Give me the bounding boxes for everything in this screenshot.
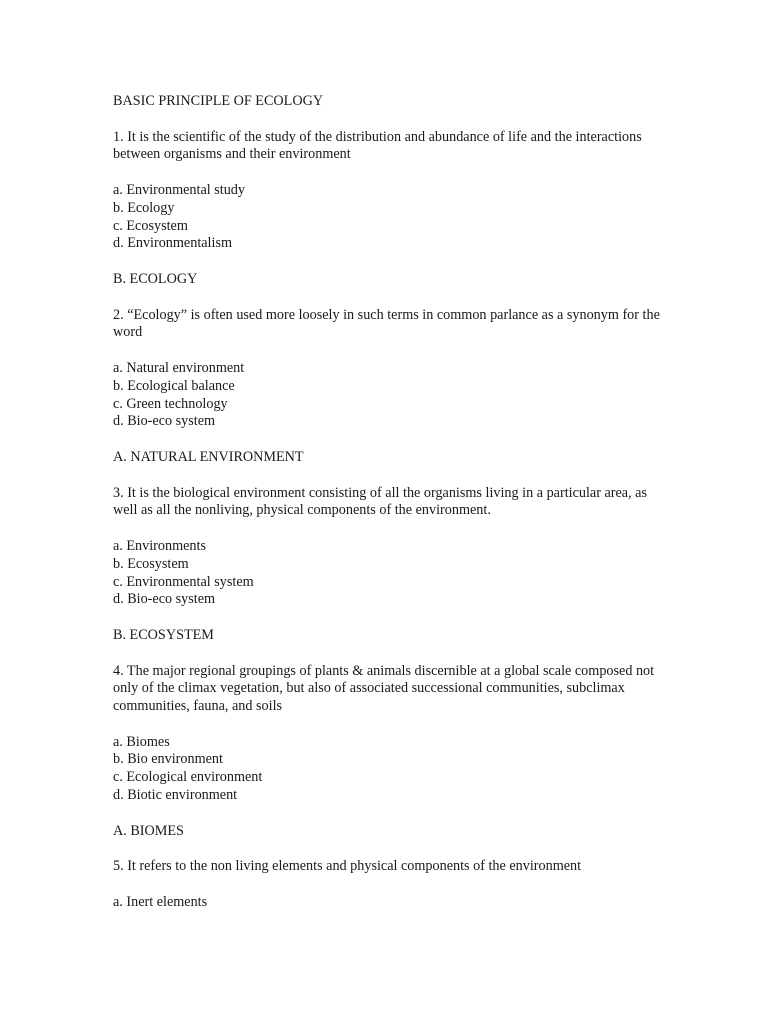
option-list [113, 360, 673, 431]
option-b: b. Bio environment [113, 751, 223, 768]
option-a: a. Inert elements [113, 893, 208, 910]
option-list [113, 734, 673, 805]
question-block-3 [113, 485, 673, 645]
answer-text: A. BIOMES [113, 822, 184, 839]
option-d: d. Bio-eco system [113, 591, 216, 608]
question-text: 3. It is the biological environment consisting of all the organisms living in a particular area, as well as all the nonliving, physical components of the environment. [113, 484, 648, 519]
option-c: c. Green technology [113, 395, 228, 412]
option-d: d. Biotic environment [113, 787, 238, 804]
option-a: a. Natural environment [113, 359, 245, 376]
option-c: c. Environmental system [113, 573, 254, 590]
answer-text: B. ECOLOGY [113, 270, 198, 287]
option-c: c. Ecosystem [113, 217, 188, 234]
option-a: a. Environments [113, 537, 206, 554]
option-b: b. Ecological balance [113, 377, 235, 394]
question-text: 1. It is the scientific of the study of the distribution and abundance of life and the interactions between organisms and their environment [113, 128, 642, 163]
option-d: d. Bio-eco system [113, 413, 216, 430]
question-block-1 [113, 129, 673, 289]
option-d: d. Environmentalism [113, 235, 233, 252]
option-list [113, 538, 673, 609]
option-list [113, 182, 673, 253]
option-b: b. Ecology [113, 199, 175, 216]
option-c: c. Ecological environment [113, 769, 263, 786]
option-a: a. Environmental study [113, 181, 245, 198]
question-block-5 [113, 858, 673, 911]
question-text: 2. “Ecology” is often used more loosely in such terms in common parlance as a synonym for the word [113, 306, 660, 341]
answer-text: A. NATURAL ENVIRONMENT [113, 448, 304, 465]
question-text: 5. It refers to the non living elements and physical components of the environment [113, 858, 582, 875]
question-block-2 [113, 307, 673, 467]
question-text: 4. The major regional groupings of plants & animals discernible at a global scale composed not only of the climax vegetation, but also of associated successional communities, subclimax communities, fauna, and soils [113, 662, 655, 715]
option-a: a. Biomes [113, 733, 170, 750]
document-page [113, 93, 673, 929]
question-block-4 [113, 663, 673, 841]
option-b: b. Ecosystem [113, 555, 189, 572]
option-list [113, 894, 673, 912]
document-title: BASIC PRINCIPLE OF ECOLOGY [113, 93, 324, 109]
answer-text: B. ECOSYSTEM [113, 626, 214, 643]
